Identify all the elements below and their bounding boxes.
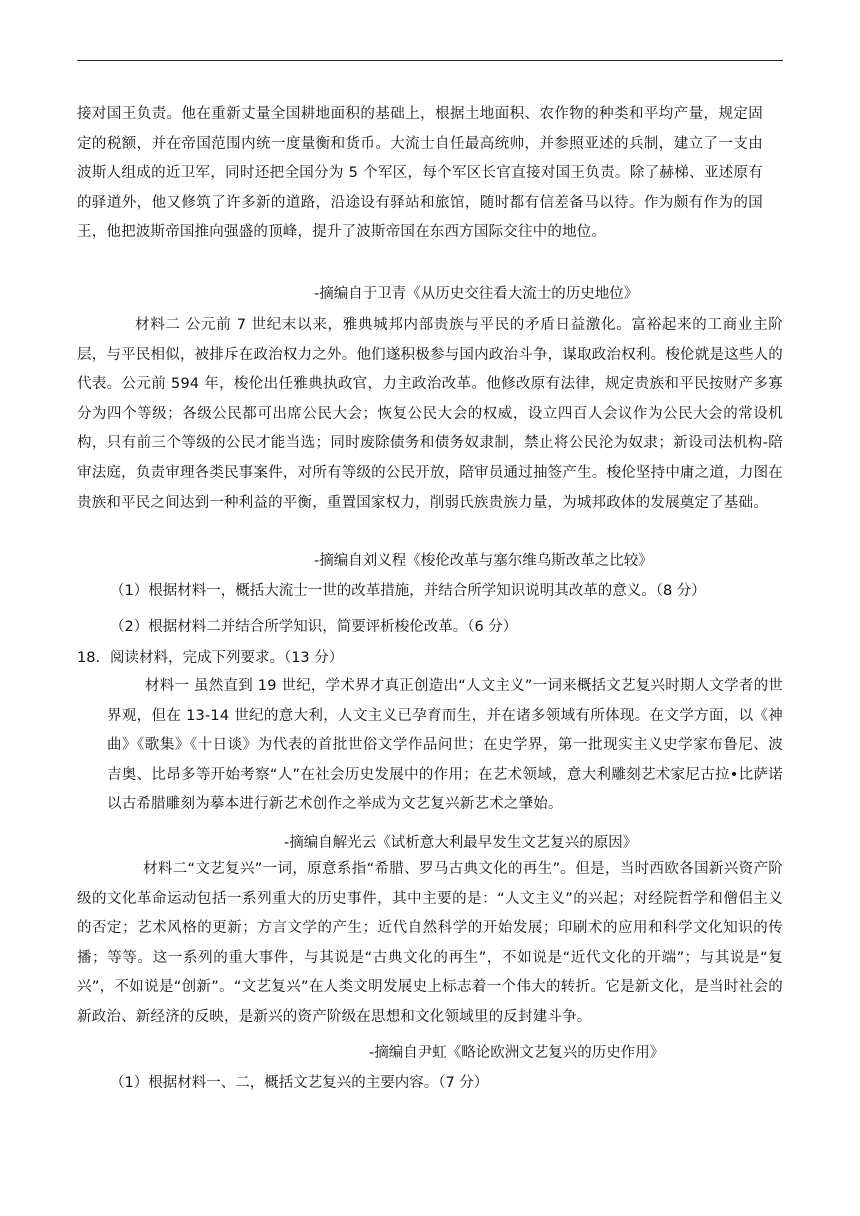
question-17-2: （2）根据材料二并结合所学知识，简要评析梭伦改革。（6 分） (110, 619, 518, 635)
material-2-paragraph: 材料二 公元前 7 世纪末以来，雅典城邦内部贵族与平民的矛盾日益激化。富裕起来的工商业主阶层，与平民相似，被排斥在政治权力之外。他们遂积极参与国内政治斗争，谋取政治权利。梭伦就是这些人的代表。公元前 594 年，梭伦出任雅典执政官，力主政治改革。他修改原有法律，规定贵族和平民按财产多寡分为四个等级；各级公民都可出席公民大会；恢复公民大会的权威，设立四百人会议作为公民大会的常设机构，只有前三个等级的公民才能当选；同时废除债务和债务奴隶制，禁止将公民沦为奴隶；新设司法机构-陪审法庭，负责审理各类民事案件，对所有等级的公民开放，陪审员通过抽签产生。梭伦坚持中庸之道，力图在贵族和平民之间达到一种利益的平衡，重置国家权力，削弱氏族贵族力量，为城邦政体的发展奠定了基础。 (77, 317, 783, 511)
source-citation-2: -摘编自刘义程《梭伦改革与塞尔维乌斯改革之比较》 (314, 553, 653, 569)
question-17-1: （1）根据材料一，概括大流士一世的改革措施，并结合所学知识说明其改革的意义。（8 分） (110, 583, 706, 599)
material-1-renaissance: 材料一 虽然直到 19 世纪，学术界才真正创造出“人文主义”一词来概括文艺复兴时期人文学者的世界观，但在 13-14 世纪的意大利，人文主义已孕育而生，并在诸多领域有所体现。在文学方面，以《神曲》《歌集》《十日谈》为代表的首批世俗文学作品问世；在史学界，第一批现实主义史学家布鲁尼、波吉奥、比昂多等开始考察“人”在社会历史发展中的作用；在艺术领域，意大利雕刻艺术家尼古拉•比萨诺以古希腊雕刻为摹本进行新艺术创作之举成为文艺复兴新艺术之肇始。 (107, 678, 783, 813)
material-1-continuation: 接对国王负责。他在重新丈量全国耕地面积的基础上，根据土地面积、农作物的种类和平均产量，规定固定的税额，并在帝国范围内统一度量衡和货币。大流士自任最高统帅，并参照亚述的兵制，建立了一支由波斯人组成的近卫军，同时还把全国分为 5 个军区，每个军区长官直接对国王负责。除了赫梯、亚述原有的驿道外，他又修筑了许多新的道路，沿途设有驿站和旅馆，随时都有信差备马以待。作为颇有作为的国王，他把波斯帝国推向强盛的顶峰，提升了波斯帝国在东西方国际交往中的地位。 (77, 106, 763, 241)
material-2-renaissance: 材料二“文艺复兴”一词，原意系指“希腊、罗马古典文化的再生”。但是，当时西欧各国新兴资产阶级的文化革命运动包括一系列重大的历史事件，其中主要的是：“人文主义”的兴起；对经院哲学和僧侣主义的否定；艺术风格的更新；方言文学的产生；近代自然科学的开始发展；印刷术的应用和科学文化知识的传播；等等。这一系列的重大事件，与其说是“古典文化的再生”，不如说是“近代文化的开端”；与其说是“复兴”，不如说是“创新”。“文艺复兴”在人类文明发展史上标志着一个伟大的转折。它是新文化，是当时社会的新政治、新经济的反映，是新兴的资产阶级在思想和文化领域里的反封建斗争。 (77, 861, 783, 1025)
source-citation-1: -摘编自于卫青《从历史交往看大流士的历史地位》 (314, 286, 639, 302)
question-18-1: （1）根据材料一、二，概括文艺复兴的主要内容。（7 分） (110, 1075, 489, 1091)
header-rule (77, 60, 783, 61)
source-citation-3: -摘编自解光云《试析意大利最早发生文艺复兴的原因》 (284, 835, 638, 851)
source-citation-4: -摘编自尹虹《略论欧洲文艺复兴的历史作用》 (369, 1045, 665, 1061)
question-18-heading: 18．阅读材料，完成下列要求。（13 分） (77, 650, 344, 666)
